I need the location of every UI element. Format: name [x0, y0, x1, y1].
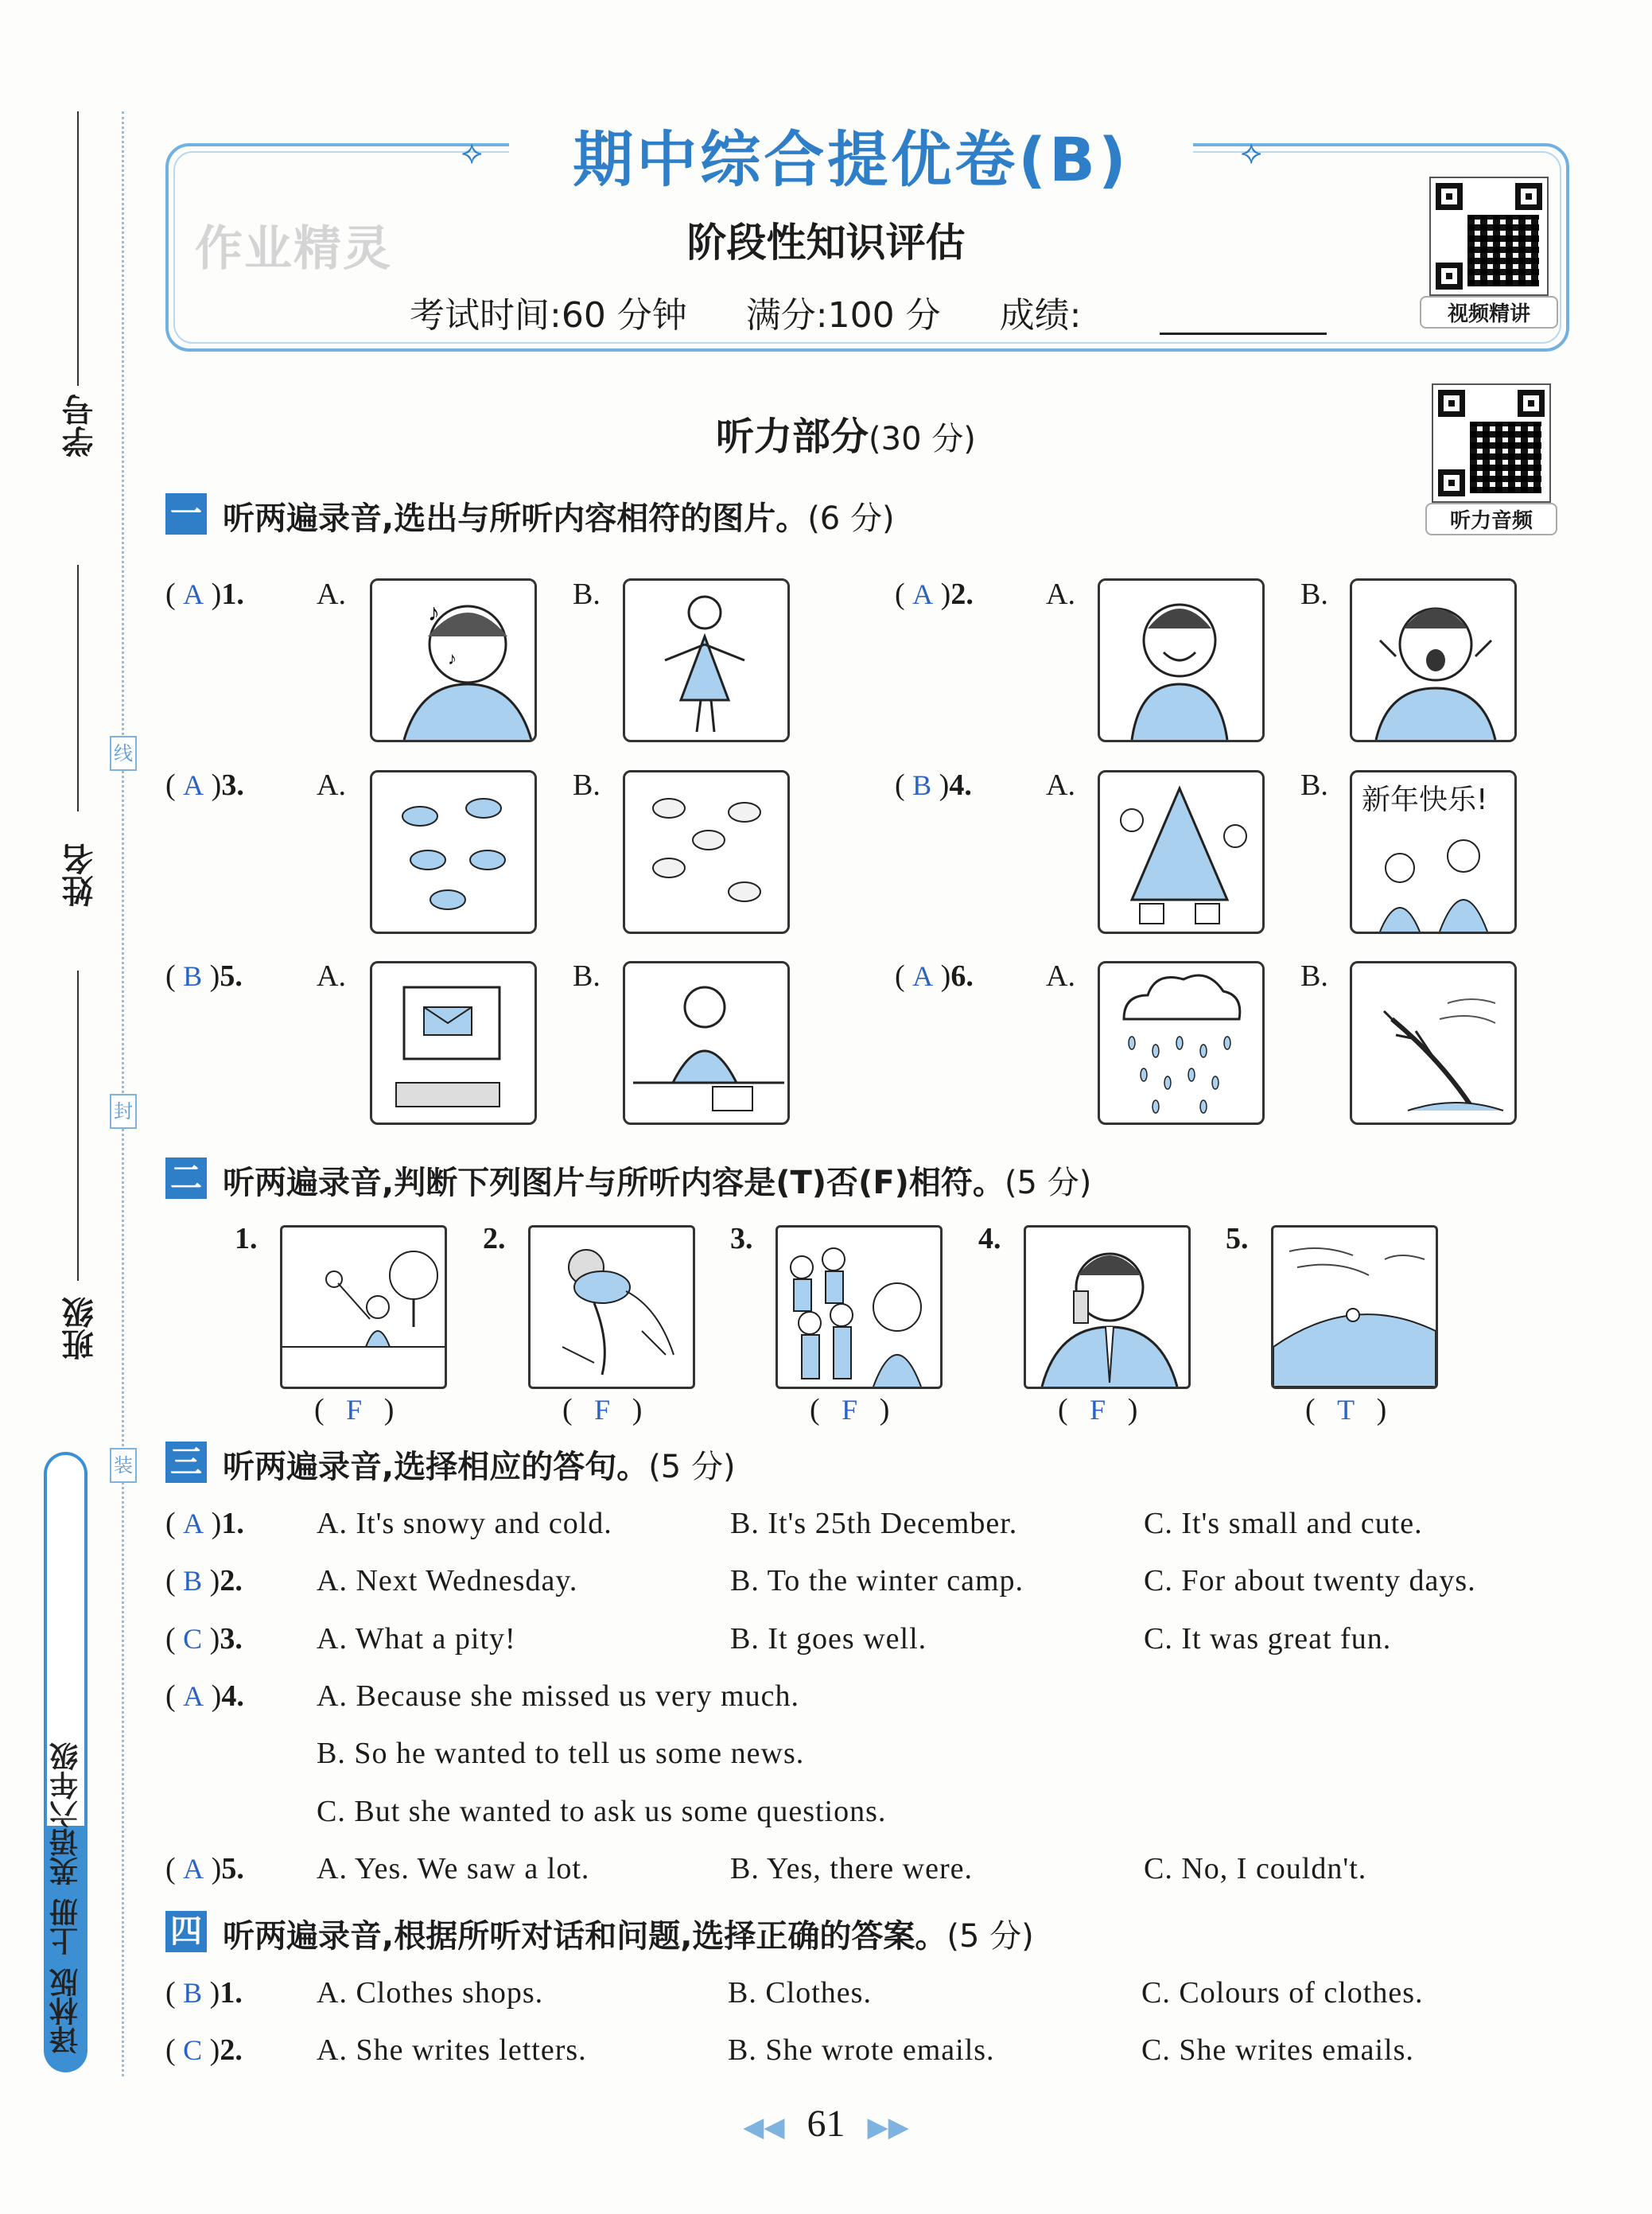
option-a: A. Clothes shops. — [317, 1976, 544, 2010]
exam-time: 考试时间:60 分钟 — [410, 295, 687, 336]
ornament-left-icon: ⟡ — [461, 134, 483, 170]
question-line: ( A )4. — [165, 1679, 244, 1713]
question-line: ( B )1. — [165, 1976, 243, 2010]
option-a-label: A. — [317, 959, 346, 993]
option-c: C. She writes emails. — [1141, 2033, 1414, 2067]
bees-image[interactable] — [623, 770, 790, 934]
boy-writing-letter-image[interactable] — [623, 961, 790, 1125]
item-number: 2. — [483, 1222, 506, 1255]
option-a-label: A. — [1046, 578, 1075, 611]
option-c: C. For about twenty days. — [1144, 1564, 1476, 1597]
part3-number: 三 — [165, 1442, 207, 1483]
option-b: B. Clothes. — [728, 1976, 872, 2010]
tf-line: ( F ) — [810, 1393, 890, 1426]
video-qr-code[interactable] — [1429, 177, 1549, 296]
question-line: ( A )3. — [165, 768, 244, 802]
part3-title: 听两遍录音,选择相应的答句。(5 分) — [223, 1449, 736, 1485]
boy-laughing-image[interactable] — [1098, 578, 1265, 742]
margin-rule — [77, 971, 79, 1281]
option-b: B. It's 25th December. — [730, 1507, 1018, 1540]
part1-number: 一 — [165, 493, 207, 535]
girl-dancing-image[interactable] — [623, 578, 790, 742]
question-line: ( C )3. — [165, 1622, 243, 1656]
question-line: ( A )1. — [165, 578, 244, 611]
computer-email-image[interactable] — [370, 961, 537, 1125]
option-c: C. It was great fun. — [1144, 1622, 1392, 1656]
item-number: 1. — [235, 1222, 258, 1255]
crowd-santa-image[interactable] — [775, 1225, 943, 1389]
audio-qr-caption: 听力音频 — [1425, 503, 1557, 535]
christmas-tree-image[interactable] — [1098, 770, 1265, 934]
man-on-phone-image[interactable] — [1024, 1225, 1191, 1389]
option-a: A. Next Wednesday. — [317, 1564, 578, 1597]
question-line: ( B )2. — [165, 1564, 243, 1597]
part1-title: 听两遍录音,选出与所听内容相符的图片。(6 分) — [223, 500, 895, 537]
option-c: C. Colours of clothes. — [1141, 1976, 1424, 2010]
ants-image[interactable] — [370, 770, 537, 934]
mouse-image[interactable] — [528, 1225, 695, 1389]
option-b: B. So he wanted to tell us some news. — [317, 1737, 805, 1770]
exam-info — [410, 286, 1081, 337]
question-line: ( B )4. — [895, 768, 972, 802]
page-number: ◀◀ 61 ▶▶ — [743, 2103, 909, 2145]
item-number: 4. — [978, 1222, 1001, 1255]
girl-catching-butterflies-image[interactable] — [280, 1225, 447, 1389]
option-a-label: A. — [1046, 959, 1075, 993]
video-qr-caption: 视频精讲 — [1420, 296, 1558, 329]
line-mark: 线 — [110, 736, 137, 771]
seal-mark: 封 — [110, 1094, 137, 1129]
option-a: A. It's snowy and cold. — [317, 1507, 612, 1540]
question-line: ( B )5. — [165, 959, 243, 993]
prev-arrows-icon: ◀◀ — [743, 2113, 785, 2142]
new-year-family-image[interactable] — [1350, 770, 1517, 934]
svg-text:♪: ♪ — [448, 648, 457, 668]
windy-tree-image[interactable] — [1350, 961, 1517, 1125]
question-line: ( A )5. — [165, 1852, 244, 1885]
class-label: 班级 — [62, 1297, 99, 1360]
next-arrows-icon: ▶▶ — [867, 2113, 909, 2142]
option-b-label: B. — [1300, 768, 1328, 802]
subtitle: 阶段性知识评估 — [686, 220, 966, 266]
option-a-label: A. — [1046, 768, 1075, 802]
option-c: C. But she wanted to ask us some questions. — [317, 1795, 887, 1828]
option-c: C. It's small and cute. — [1144, 1507, 1423, 1540]
option-a-label: A. — [317, 768, 346, 802]
option-a: A. She writes letters. — [317, 2033, 587, 2067]
part2-title: 听两遍录音,判断下列图片与所听内容是(T)否(F)相符。(5 分) — [223, 1165, 1092, 1201]
question-line: ( A )2. — [895, 578, 974, 611]
part4-title: 听两遍录音,根据所听对话和问题,选择正确的答案。(5 分) — [223, 1918, 1034, 1955]
name-label: 姓名 — [62, 843, 99, 907]
tf-line: ( F ) — [562, 1393, 643, 1426]
tf-line: ( F ) — [1058, 1393, 1138, 1426]
score-label: 成绩: — [999, 295, 1082, 336]
option-b: B. To the winter camp. — [730, 1564, 1024, 1597]
watermark: 作业精灵 — [195, 221, 392, 277]
question-line: ( A )1. — [165, 1507, 244, 1540]
full-score: 满分:100 分 — [745, 295, 941, 336]
option-b-label: B. — [1300, 578, 1328, 611]
girl-singing-image[interactable] — [370, 578, 537, 742]
tf-line: ( F ) — [314, 1393, 395, 1426]
part2-number: 二 — [165, 1158, 207, 1199]
score-blank[interactable] — [1160, 333, 1327, 335]
audio-qr-code[interactable] — [1432, 383, 1551, 503]
question-line: ( A )6. — [895, 959, 974, 993]
option-a-label: A. — [317, 578, 346, 611]
boy-shouting-image[interactable] — [1350, 578, 1517, 742]
option-b-label: B. — [573, 578, 601, 611]
series-label: 译林版 上册 英语六年级 亮点给力大试卷 — [49, 1504, 83, 2054]
student-number-label: 学号 — [62, 394, 99, 457]
part4-number: 四 — [165, 1911, 207, 1952]
page-title: 期中综合提优卷(B) — [509, 111, 1193, 198]
rain-cloud-image[interactable] — [1098, 961, 1265, 1125]
option-c: C. No, I couldn't. — [1144, 1852, 1367, 1885]
option-a: A. Yes. We saw a lot. — [317, 1852, 590, 1885]
option-b: B. Yes, there were. — [730, 1852, 974, 1885]
margin-rule — [77, 565, 79, 811]
windy-hill-image[interactable] — [1271, 1225, 1438, 1389]
option-b: B. She wrote emails. — [728, 2033, 995, 2067]
listening-section-title: 听力部分(30 分) — [716, 414, 976, 459]
bind-mark: 装 — [110, 1448, 137, 1483]
new-year-caption: 新年快乐! — [1362, 784, 1488, 816]
option-b: B. It goes well. — [730, 1622, 927, 1656]
option-b-label: B. — [573, 959, 601, 993]
question-line: ( C )2. — [165, 2033, 243, 2067]
option-a: A. Because she missed us very much. — [317, 1679, 799, 1713]
option-b-label: B. — [1300, 959, 1328, 993]
option-b-label: B. — [573, 768, 601, 802]
item-number: 3. — [730, 1222, 753, 1255]
option-a: A. What a pity! — [317, 1622, 516, 1656]
ornament-right-icon: ⟡ — [1241, 134, 1262, 170]
tf-line: ( T ) — [1305, 1393, 1387, 1426]
item-number: 5. — [1226, 1222, 1249, 1255]
svg-text:♪: ♪ — [428, 600, 440, 626]
